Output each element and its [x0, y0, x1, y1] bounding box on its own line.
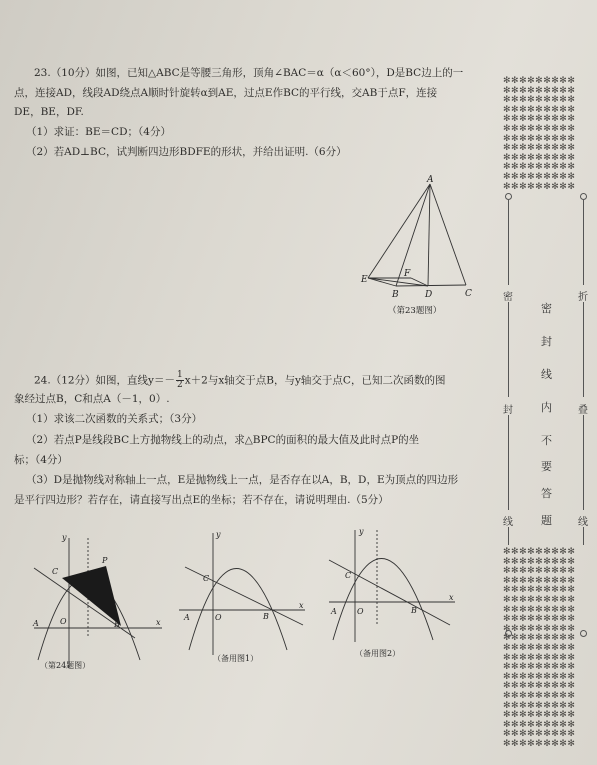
q24-part1: （1）求该二次函数的关系式；（3分） [26, 413, 203, 425]
q24-spare2-label-B: B [411, 606, 417, 615]
q24-figure-spare-1 [175, 525, 310, 670]
q24-spare1-label-y: y [216, 530, 221, 539]
q24-spare2-label-C: C [345, 571, 352, 580]
notice-char-1: 密 [541, 302, 552, 315]
fold-hole-right-top [580, 193, 587, 200]
fold-label-left-2: 封 [503, 405, 513, 416]
q24-part2-line1: （2）若点P是线段BC上方抛物线上的动点，求△BPC的面积的最大值及此时点P的坐 [26, 434, 420, 446]
fold-line-right-2 [583, 302, 584, 397]
q23-stem-line1: 23.（10分）如图，已知△ABC是等腰三角形，顶角∠BAC＝α（α＜60°），D是BC边上的一 [34, 67, 464, 79]
q24-main-label-B: B [114, 620, 120, 629]
fold-line-left-2 [508, 302, 509, 397]
q23-part2: （2）若AD⊥BC，试判断四边形BDFE的形状，并给出证明.（6分） [26, 146, 347, 158]
q24-part2-line2: 标；（4分） [14, 454, 68, 466]
fold-hole-left-bottom [505, 630, 512, 637]
q23-stem-line3: DE，BE，DF. [14, 106, 84, 118]
q24-stem-line1-a: 24.（12分）如图，直线y＝－ [34, 374, 175, 387]
q24-main-label-P: P [102, 556, 108, 565]
q24-spare2-label-O: O [357, 607, 364, 616]
fold-hole-left-top [505, 193, 512, 200]
q24-main-label-x: x [156, 618, 161, 627]
q24-stem-line1 [34, 371, 445, 390]
q24-spare1-label-A: A [184, 613, 190, 622]
q24-stem-line1-b: x＋2与x轴交于点B，与y轴交于点C，已知二次函数的图 [184, 374, 446, 387]
q24-main-label-A: A [33, 619, 39, 628]
q23-stem-line2: 点，连接AD，线段AD绕点A顺时针旋转α到AE，过点E作BC的平行线，交AB于点F，连接 [14, 87, 438, 99]
q24-main-label-O: O [60, 617, 67, 626]
q23-figure [355, 172, 480, 320]
q24-part3-line1: （3）D是抛物线对称轴上一点，E是抛物线上一点，是否存在以A，B，D，E为顶点的四边形 [26, 474, 459, 486]
q23-label-E: E [361, 275, 368, 285]
q23-figure-caption: （第23题图） [388, 306, 442, 316]
q24-spare2-label-y: y [359, 527, 364, 536]
q24-spare2-label-A: A [331, 607, 337, 616]
notice-char-7: 答 [541, 487, 552, 500]
q24-spare1-label-B: B [263, 612, 269, 621]
q23-part1: （1）求证：BE＝CD；（4分） [26, 126, 171, 138]
q24-part3-line2: 是平行四边形？若存在，请直接写出点E的坐标；若不存在，请说明理由.（5分） [14, 494, 389, 506]
fold-hole-right-bottom [580, 630, 587, 637]
q23-label-F: F [404, 269, 411, 279]
fold-label-right-1: 折 [578, 292, 588, 303]
q24-main-label-C: C [52, 567, 59, 576]
seal-pattern-bottom: ✻✻✻✻✻✻✻✻✻ ✻✻✻✻✻✻✻✻✻ ✻✻✻✻✻✻✻✻✻ ✻✻✻✻✻✻✻✻✻ ✻✻✻✻✻✻✻✻✻ ✻✻✻✻✻✻✻✻✻ ✻✻✻✻✻✻✻✻✻ ✻✻✻✻✻✻✻✻✻ ✻✻✻✻✻✻✻✻✻ ✻✻✻✻✻✻✻✻✻ ✻✻✻✻✻✻✻✻✻ ✻✻✻✻✻✻✻✻✻ ✻✻✻✻✻✻✻✻✻ ✻✻✻✻✻✻✻✻✻ ✻✻✻✻✻✻✻✻✻ ✻✻✻✻✻✻✻✻✻ ✻✻✻✻✻✻✻✻✻ ✻✻✻✻✻✻✻✻✻ ✻✻✻✻✻✻✻✻✻ ✻✻✻✻✻✻✻✻✻ ✻✻✻✻✻✻✻✻✻ [503, 547, 576, 749]
q23-label-B: B [392, 290, 399, 300]
fold-label-right-2: 叠 [578, 405, 588, 416]
fold-line-right-3 [583, 415, 584, 510]
q24-stem-line2: 象经过点B，C和点A（－1，0）. [14, 393, 170, 405]
fold-line-left-1 [508, 200, 509, 285]
seal-pattern-top: ✻✻✻✻✻✻✻✻✻ ✻✻✻✻✻✻✻✻✻ ✻✻✻✻✻✻✻✻✻ ✻✻✻✻✻✻✻✻✻ ✻✻✻✻✻✻✻✻✻ ✻✻✻✻✻✻✻✻✻ ✻✻✻✻✻✻✻✻✻ ✻✻✻✻✻✻✻✻✻ ✻✻✻✻✻✻✻✻✻ ✻✻✻✻✻✻✻✻✻ ✻✻✻✻✻✻✻✻✻ ✻✻✻✻✻✻✻✻✻ [503, 76, 576, 192]
q24-caption-main: （第24题图） [40, 661, 91, 670]
q23-label-C: C [465, 289, 472, 299]
fold-line-left-4 [508, 527, 509, 545]
notice-char-8: 题 [541, 514, 552, 527]
q24-spare1-label-x: x [299, 601, 304, 610]
notice-char-5: 不 [541, 434, 552, 447]
fold-line-left-3 [508, 415, 509, 510]
q24-caption-spare-2: （备用图2） [355, 649, 401, 658]
q24-figure-spare-2 [325, 522, 460, 662]
fold-label-left-1: 密 [503, 292, 513, 303]
fold-label-right-3: 线 [578, 517, 588, 528]
q24-spare2-label-x: x [449, 593, 454, 602]
q23-label-D: D [425, 290, 433, 300]
fold-line-right-1 [583, 200, 584, 285]
fold-line-right-4 [583, 527, 584, 545]
notice-char-3: 线 [541, 368, 552, 381]
q24-main-label-y: y [62, 533, 67, 542]
q24-spare1-label-O: O [215, 613, 222, 622]
q24-frac-den: 2 [177, 380, 183, 390]
q23-label-A: A [427, 175, 434, 185]
fold-label-left-3: 线 [503, 517, 513, 528]
q24-frac-num: 1 [177, 370, 183, 380]
q24-figure-main [30, 530, 165, 675]
notice-char-4: 内 [541, 401, 552, 414]
q24-caption-spare-1: （备用图1） [213, 654, 259, 663]
notice-char-2: 封 [541, 335, 552, 348]
q24-spare1-label-C: C [203, 574, 210, 583]
notice-char-6: 要 [541, 460, 552, 473]
